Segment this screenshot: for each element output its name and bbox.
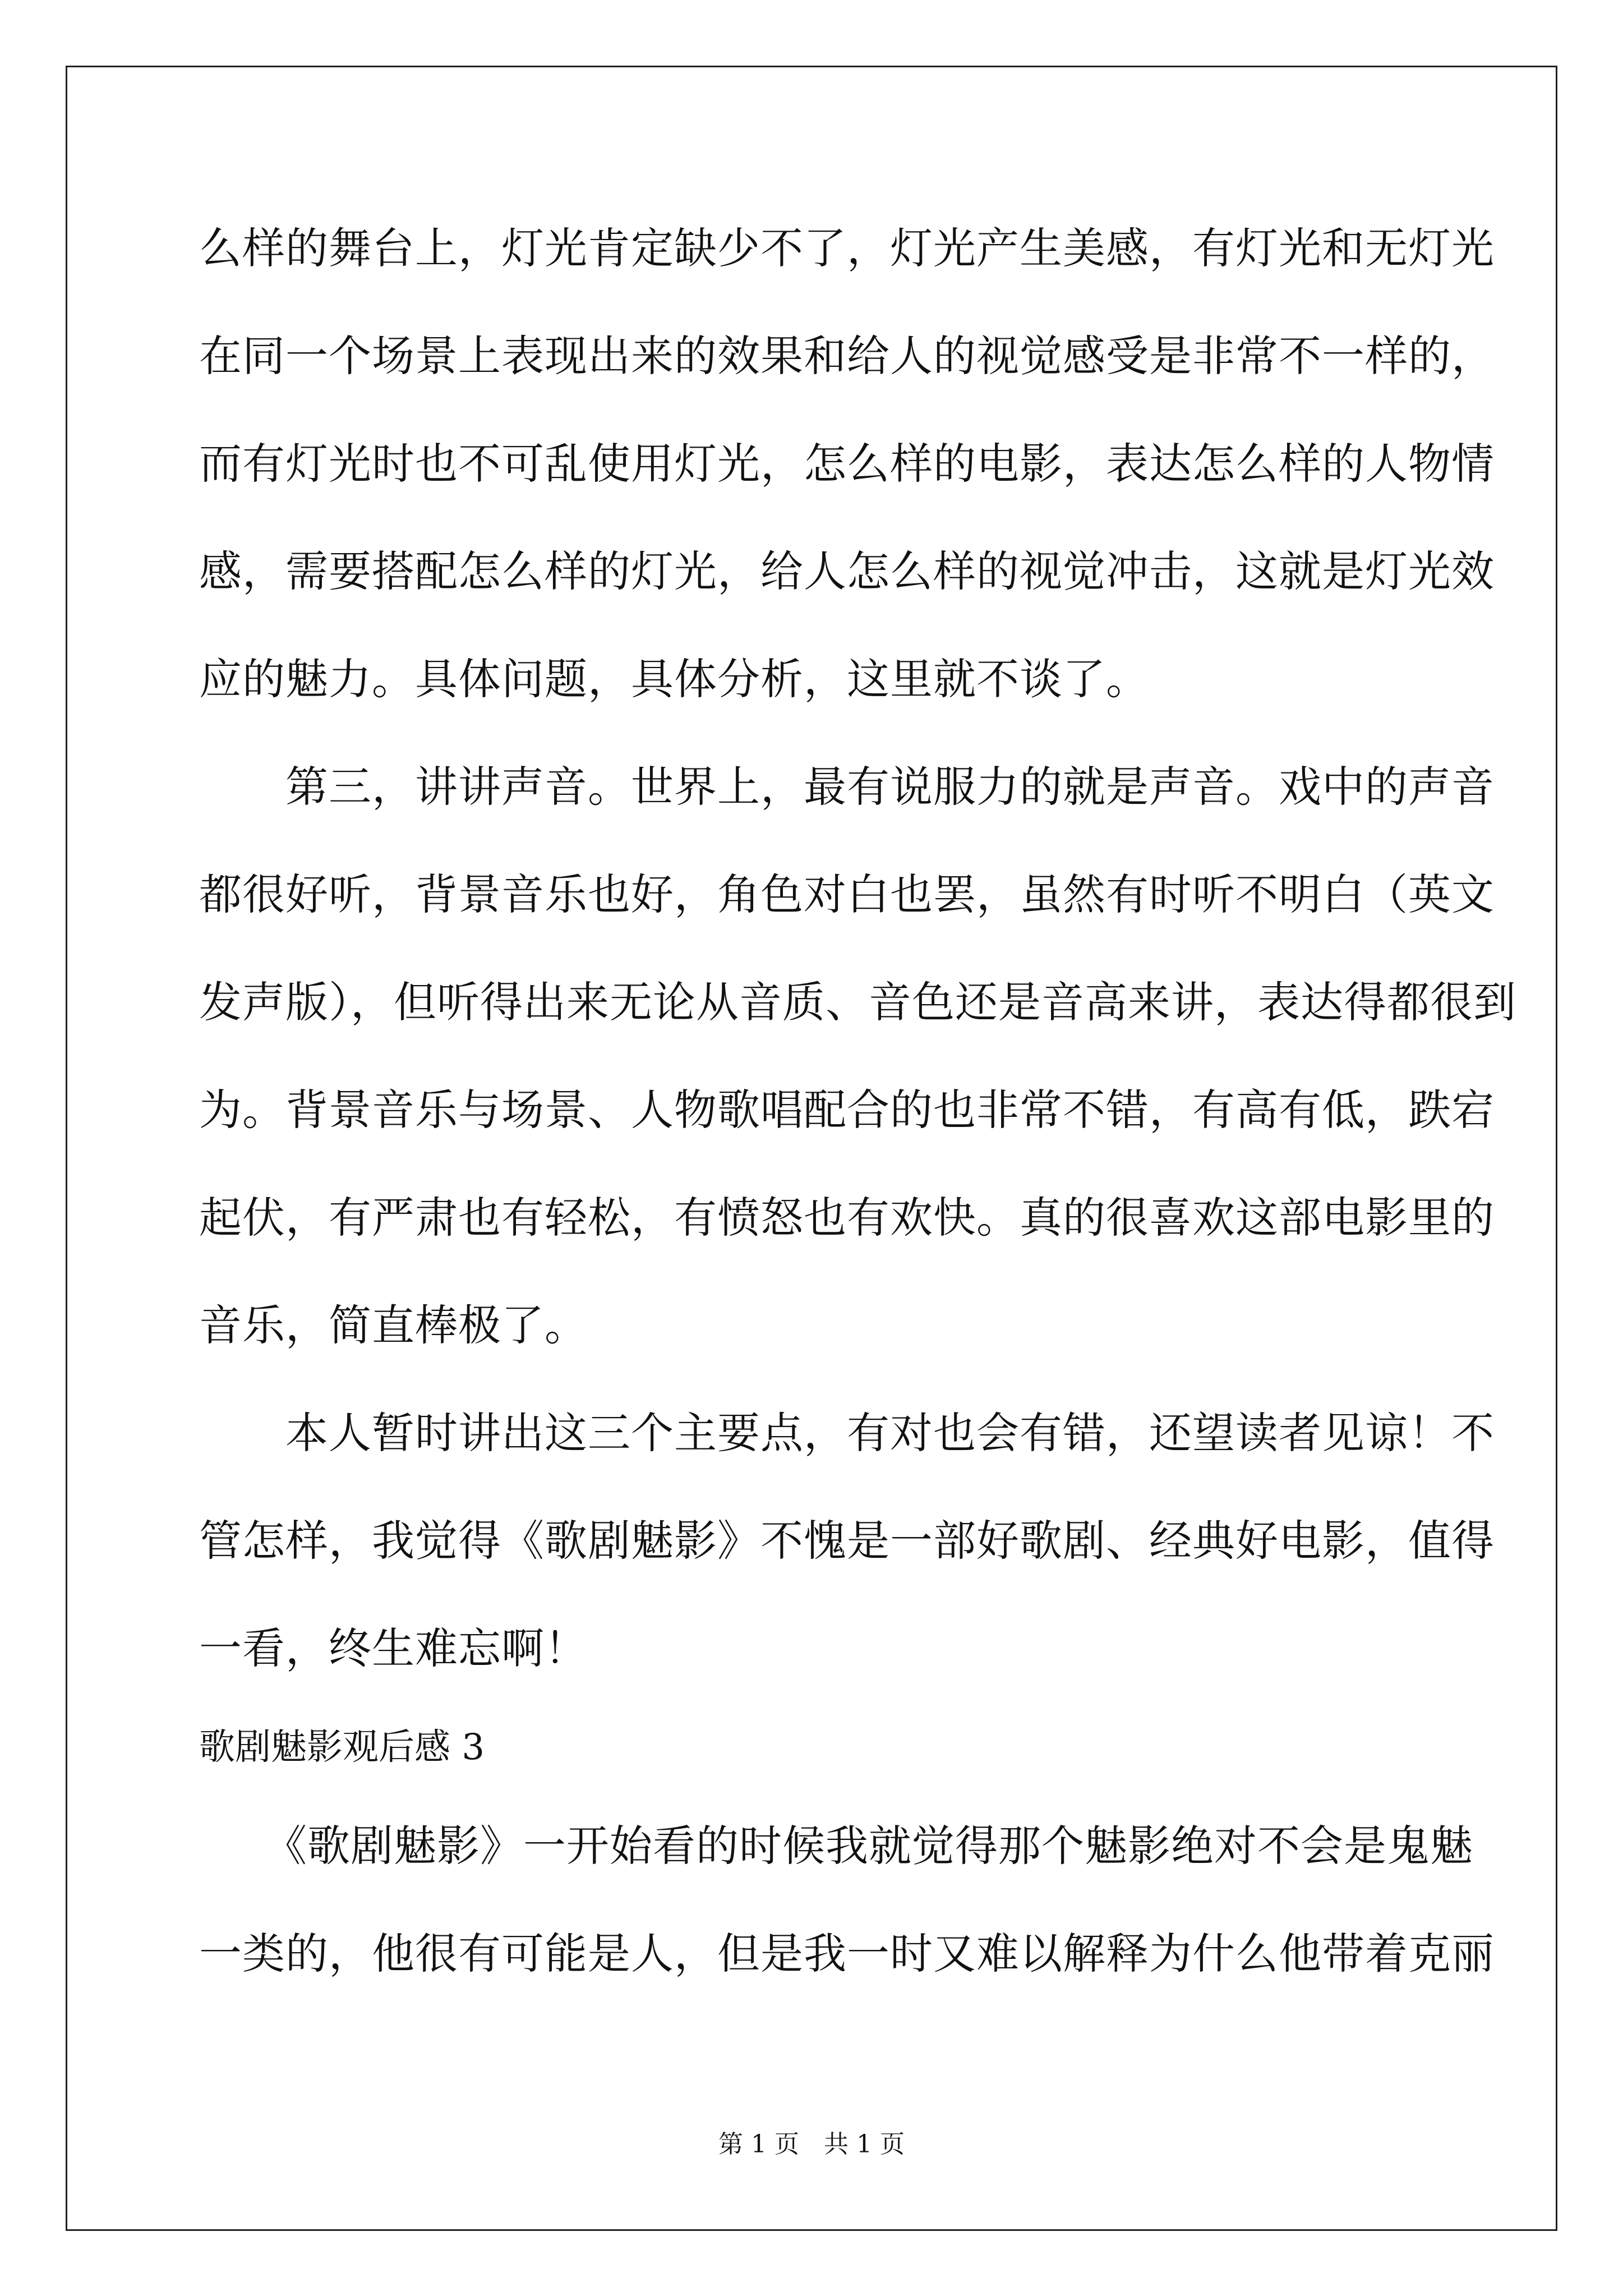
body-line: 音乐，简直棒极了。 xyxy=(199,1300,588,1350)
body-line: 应的魅力。具体问题，具体分析，这里就不谈了。 xyxy=(199,654,1149,704)
body-line: 么样的舞台上，灯光肯定缺少不了，灯光产生美感，有灯光和无灯光 xyxy=(199,223,1495,273)
paragraph-start-line: 本人暂时讲出这三个主要点，有对也会有错，还望读者见谅！不 xyxy=(199,1408,1495,1458)
body-line: 在同一个场景上表现出来的效果和给人的视觉感受是非常不一样的， xyxy=(199,331,1495,381)
body-line: 发声版），但听得出来无论从音质、音色还是音高来讲，表达得都很到 xyxy=(199,977,1516,1027)
body-line: 感，需要搭配怎么样的灯光，给人怎么样的视觉冲击，这就是灯光效 xyxy=(199,546,1495,596)
paragraph-start-line: 第三，讲讲声音。世界上，最有说服力的就是声音。戏中的声音 xyxy=(199,762,1495,812)
body-line: 起伏，有严肃也有轻松，有愤怒也有欢快。真的很喜欢这部电影里的 xyxy=(199,1193,1495,1243)
page-frame xyxy=(66,66,1557,2231)
body-line: 都很好听，背景音乐也好，角色对白也罢，虽然有时听不明白（英文 xyxy=(199,869,1495,919)
body-line: 一类的，他很有可能是人，但是我一时又难以解释为什么他带着克丽 xyxy=(199,1929,1495,1978)
page-number-footer: 第 1 页 共 1 页 xyxy=(718,2130,905,2159)
body-line: 为。背景音乐与场景、人物歌唱配合的也非常不错，有高有低，跌宕 xyxy=(199,1085,1495,1135)
paragraph-start-line: 《歌剧魅影》一开始看的时候我就觉得那个魅影绝对不会是鬼魅 xyxy=(199,1821,1473,1871)
body-line: 一看，终生难忘啊！ xyxy=(199,1623,588,1673)
section-heading: 歌剧魅影观后感 3 xyxy=(199,1727,485,1768)
body-line: 而有灯光时也不可乱使用灯光，怎么样的电影，表达怎么样的人物情 xyxy=(199,439,1495,489)
body-line: 管怎样，我觉得《歌剧魅影》不愧是一部好歌剧、经典好电影，值得 xyxy=(199,1516,1495,1566)
